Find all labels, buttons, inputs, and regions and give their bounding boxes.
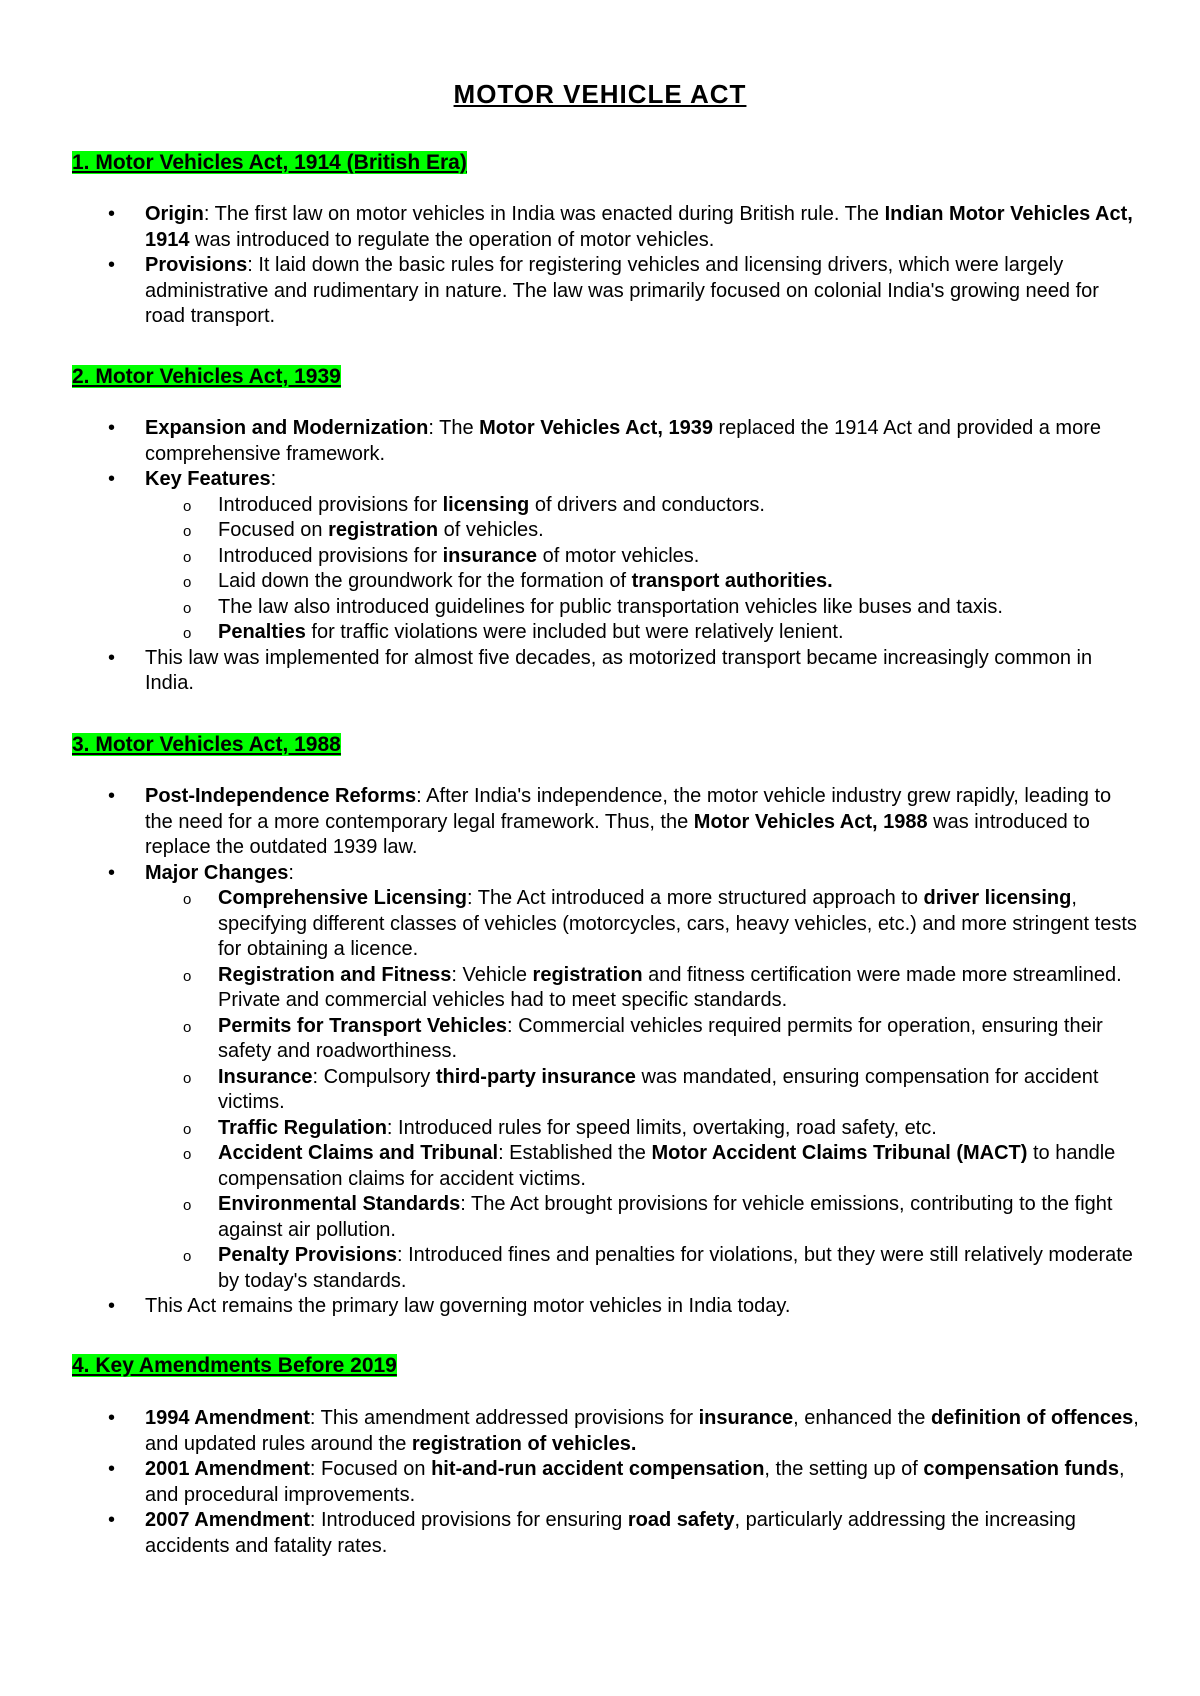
text-run: , and procedural improvements. xyxy=(145,1458,1125,1506)
text-run: : After India's independence, the motor vehicle industry grew rapidly, leading to the need for a more contemporary legal framework. Thus, the xyxy=(145,785,1112,833)
text-run: Major Changes xyxy=(145,861,289,884)
text-run: was introduced to replace the outdated 1939 law. xyxy=(145,810,1090,858)
text-run: Accident Claims and Tribunal xyxy=(218,1142,499,1164)
text-run: Traffic Regulation xyxy=(218,1116,387,1139)
text-run: 2. Motor Vehicles Act, 1939 xyxy=(72,365,341,388)
bullet-list-1914 xyxy=(72,202,1142,330)
sub-item-penalties xyxy=(145,620,1142,646)
text-run: Focused on xyxy=(218,519,329,541)
text-run: registration of vehicles. xyxy=(411,1432,637,1455)
text-run: definition of offences xyxy=(930,1407,1134,1429)
text-run: 1994 Amendment xyxy=(145,1407,310,1429)
bullet-post-independence xyxy=(72,784,1142,861)
sub-item-penalty-provisions xyxy=(145,1243,1142,1294)
text-run: was introduced to regulate the operation of motor vehicles. xyxy=(189,228,715,251)
bullet-expansion xyxy=(72,416,1142,467)
text-run: : Introduced rules for speed limits, overtaking, road safety, etc. xyxy=(386,1116,937,1139)
text-run: to handle compensation claims for accident victims. xyxy=(218,1142,1116,1190)
text-run: hit-and-run accident compensation xyxy=(431,1458,765,1480)
sub-item-registration xyxy=(145,518,1142,544)
text-run: : The Act introduced a more structured approach to xyxy=(466,887,924,909)
sub-item-public-transport xyxy=(145,595,1142,621)
sub-item-insurance-1988 xyxy=(145,1065,1142,1116)
section-heading-1939 xyxy=(72,364,341,389)
text-run: Environmental Standards xyxy=(218,1193,461,1215)
text-run: of motor vehicles. xyxy=(537,544,700,567)
text-run: Motor Accident Claims Tribunal (MACT) xyxy=(651,1142,1028,1164)
text-run: Penalty Provisions xyxy=(218,1244,397,1266)
text-run: , particularly addressing the increasing accidents and fatality rates. xyxy=(145,1509,1076,1557)
text-run: 2007 Amendment xyxy=(145,1509,310,1531)
text-run: : Introduced provisions for ensuring xyxy=(309,1509,628,1531)
sub-item-licensing xyxy=(145,493,1142,519)
text-run: compensation funds xyxy=(923,1458,1119,1480)
text-run: Motor Vehicles Act, 1988 xyxy=(693,810,928,833)
text-run: Introduced provisions for xyxy=(218,544,443,567)
section-heading-amendments xyxy=(72,1353,397,1378)
sub-item-transport-authorities xyxy=(145,569,1142,595)
sub-item-insurance xyxy=(145,544,1142,570)
text-run: : Vehicle xyxy=(451,963,533,986)
text-run: Provisions xyxy=(145,254,248,276)
text-run: was mandated, ensuring compensation for accident victims. xyxy=(218,1065,1099,1113)
text-run: insurance xyxy=(698,1407,794,1429)
text-run: driver licensing xyxy=(923,887,1072,909)
text-run: Key Features xyxy=(145,468,271,490)
text-run: 1. Motor Vehicles Act, 1914 (British Era) xyxy=(72,151,467,174)
text-run: Permits for Transport Vehicles xyxy=(218,1014,507,1037)
text-run: registration xyxy=(328,519,439,541)
sub-list-key-features xyxy=(145,493,1142,646)
sub-item-registration-fitness xyxy=(145,963,1142,1014)
text-run: registration xyxy=(532,963,643,986)
text-run: insurance xyxy=(442,544,538,567)
text-run: and fitness certification were made more streamlined. Private and commercial vehicles had to meet specific standards. xyxy=(218,963,1122,1011)
text-run: Indian Motor Vehicles Act, 1914 xyxy=(145,203,1133,251)
bullet-list-1988 xyxy=(72,784,1142,1320)
text-run: Penalties xyxy=(218,621,306,643)
text-run: : The first law on motor vehicles in India was enacted during British rule. The xyxy=(203,203,885,225)
bullet-list-1939 xyxy=(72,416,1142,697)
text-run: : xyxy=(288,861,294,884)
sub-item-traffic-regulation xyxy=(145,1116,1142,1142)
text-run: Comprehensive Licensing xyxy=(218,887,467,909)
text-run: : The Act brought provisions for vehicle emissions, contributing to the fight against air pollution. xyxy=(218,1193,1113,1241)
bullet-list-amendments xyxy=(72,1406,1142,1559)
text-run: The law also introduced guidelines for public transportation vehicles like buses and taxis. xyxy=(218,595,1003,618)
sub-item-comprehensive-licensing xyxy=(145,886,1142,963)
bullet-primary-law xyxy=(72,1294,1142,1320)
bullet-provisions xyxy=(72,253,1142,330)
text-run: road safety xyxy=(627,1509,735,1531)
text-run: Origin xyxy=(145,203,204,225)
bullet-five-decades xyxy=(72,646,1142,697)
bullet-2001-amendment xyxy=(72,1457,1142,1508)
text-run: , and updated rules around the xyxy=(145,1407,1139,1455)
section-heading-1914 xyxy=(72,150,467,175)
text-run: Registration and Fitness xyxy=(218,963,452,986)
text-run: 2001 Amendment xyxy=(145,1458,310,1480)
text-run: : Introduced fines and penalties for violations, but they were still relatively moderate by today's standards. xyxy=(218,1244,1133,1292)
text-run: : Established the xyxy=(498,1142,652,1164)
sub-list-major-changes xyxy=(145,886,1142,1294)
text-run: Introduced provisions for xyxy=(218,493,443,516)
section-heading-1988 xyxy=(72,732,341,757)
text-run: : Compulsory xyxy=(312,1065,436,1088)
text-run: for traffic violations were included but were relatively lenient. xyxy=(305,621,844,643)
text-run: : Focused on xyxy=(309,1458,432,1480)
text-run: replaced the 1914 Act and provided a more comprehensive framework. xyxy=(145,417,1101,465)
document-title: MOTOR VEHICLE ACT xyxy=(453,79,747,109)
text-run: 4. Key Amendments Before 2019 xyxy=(72,1354,397,1377)
text-run: : It laid down the basic rules for registering vehicles and licensing drivers, which were largely administrative and rudimentary in nature. The law was primarily focused on colonial India's growing need for road transport. xyxy=(145,254,1099,327)
bullet-major-changes xyxy=(72,861,1142,1295)
bullet-2007-amendment xyxy=(72,1508,1142,1559)
sub-item-environmental xyxy=(145,1192,1142,1243)
bullet-key-features xyxy=(72,467,1142,646)
sub-item-permits xyxy=(145,1014,1142,1065)
text-run: Post-Independence Reforms xyxy=(145,785,417,807)
text-run: , specifying different classes of vehicles (motorcycles, cars, heavy vehicles, etc.) and more stringent tests for obtaining a licence. xyxy=(218,887,1137,960)
text-run: This Act remains the primary law governing motor vehicles in India today. xyxy=(145,1295,791,1317)
text-run: This law was implemented for almost five decades, as motorized transport became increasingly common in India. xyxy=(145,646,1093,694)
text-run: Insurance xyxy=(218,1065,313,1088)
bullet-origin xyxy=(72,202,1142,253)
text-run: : Commercial vehicles required permits for operation, ensuring their safety and roadworthiness. xyxy=(218,1014,1103,1062)
sub-item-accident-claims xyxy=(145,1141,1142,1192)
text-run: , enhanced the xyxy=(793,1407,931,1429)
text-run: Motor Vehicles Act, 1939 xyxy=(479,417,713,439)
text-run: : This amendment addressed provisions for xyxy=(309,1407,699,1429)
text-run: : xyxy=(270,468,277,490)
text-run: transport authorities. xyxy=(631,570,833,592)
text-run: 3. Motor Vehicles Act, 1988 xyxy=(72,733,341,756)
text-run: of vehicles. xyxy=(438,519,544,541)
text-run: of drivers and conductors. xyxy=(529,493,765,516)
text-run: licensing xyxy=(442,493,530,516)
text-run: Laid down the groundwork for the formation of xyxy=(218,570,632,592)
text-run: , the setting up of xyxy=(764,1458,924,1480)
text-run: : The xyxy=(428,417,480,439)
bullet-1994-amendment xyxy=(72,1406,1142,1457)
text-run: Expansion and Modernization xyxy=(145,417,429,439)
text-run: third-party insurance xyxy=(435,1065,636,1088)
